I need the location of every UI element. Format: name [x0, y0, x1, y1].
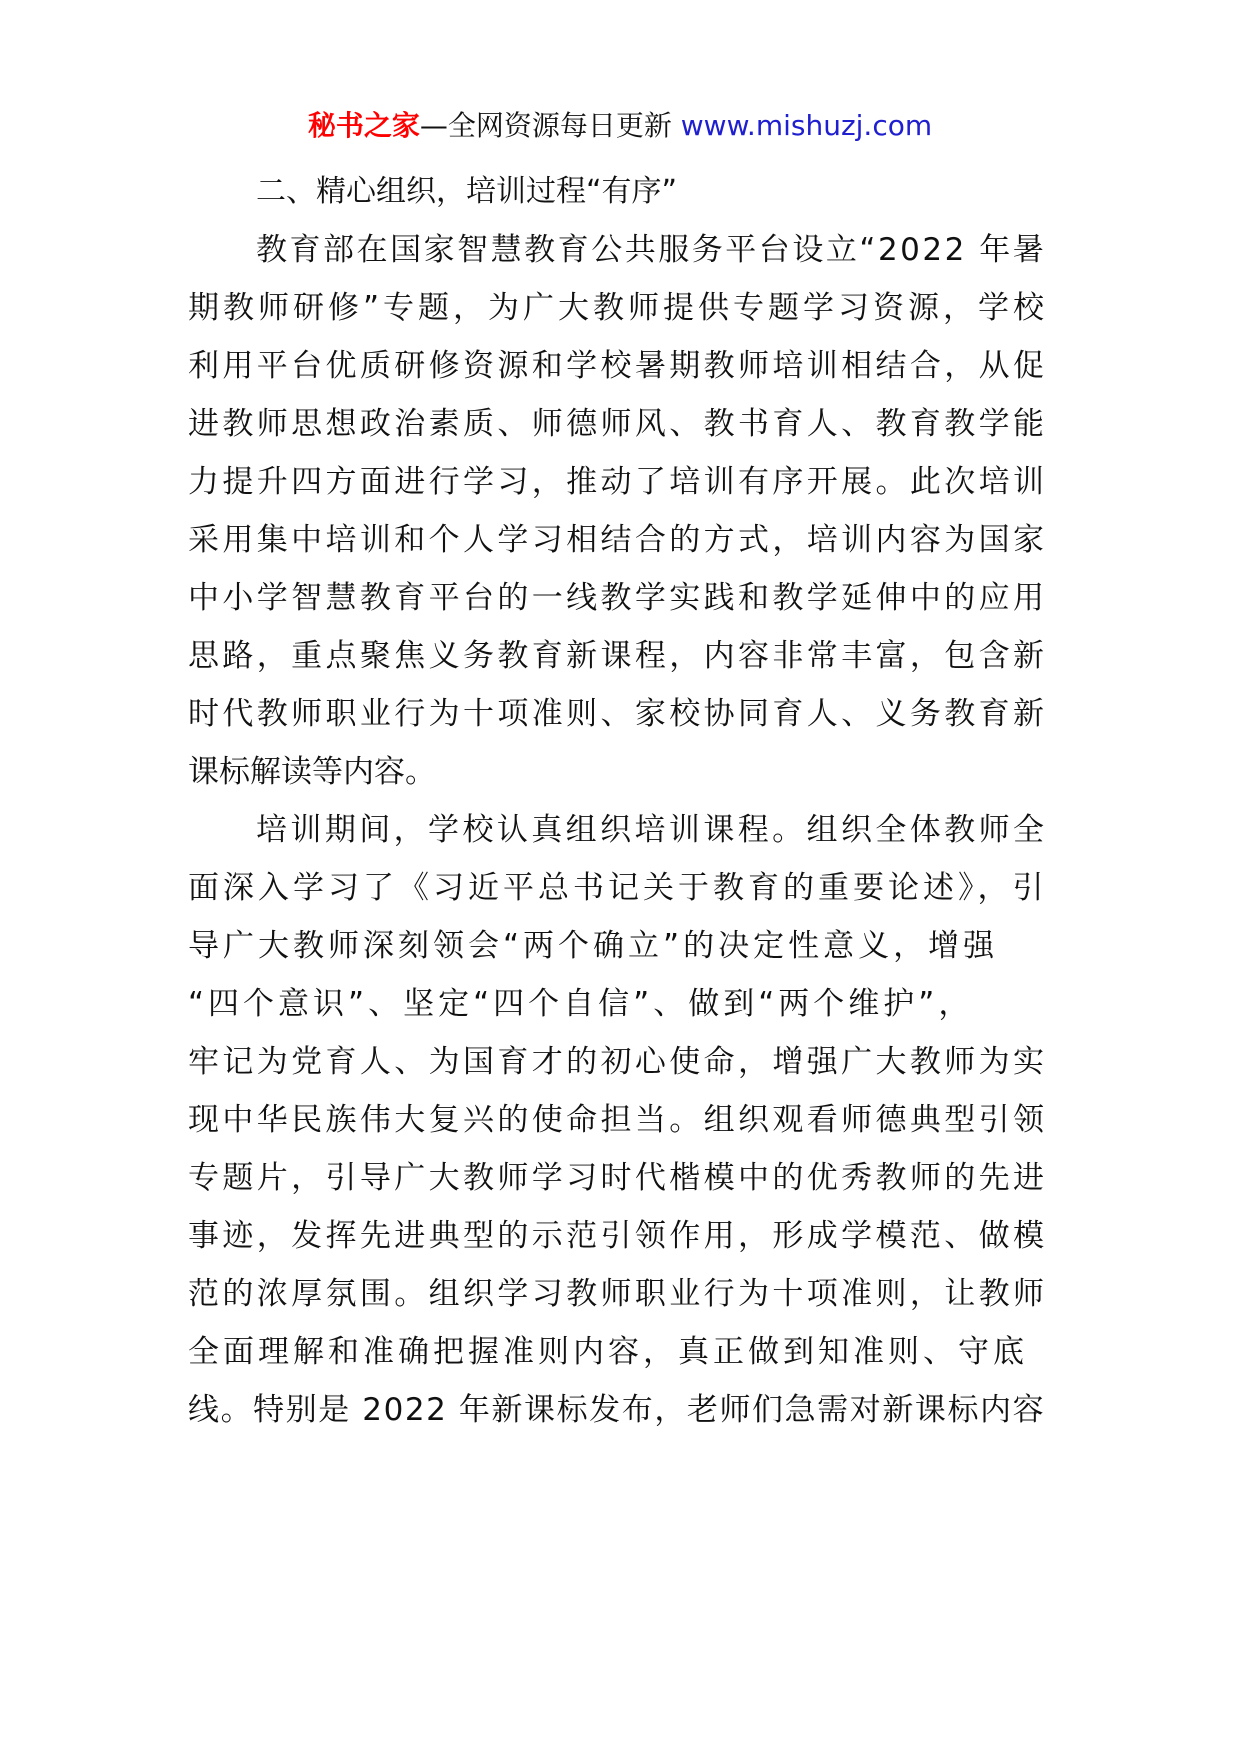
paragraph-line: 教育部在国家智慧教育公共服务平台设立“2022 年暑: [256, 232, 1047, 268]
site-url-link[interactable]: www.mishuzj.com: [680, 109, 933, 142]
brand-name: 秘书之家: [307, 109, 420, 142]
paragraph-line: 利用平台优质研修资源和学校暑期教师培训相结合，从促: [188, 348, 1048, 384]
paragraph-line: 导广大教师深刻领会“两个确立”的决定性意义，增强: [188, 928, 999, 964]
paragraph-line: 牢记为党育人、为国育才的初心使命，增强广大教师为实: [188, 1044, 1048, 1080]
paragraph-line: 采用集中培训和个人学习相结合的方式，培训内容为国家: [188, 522, 1048, 558]
paragraph-line: 线。特别是 2022 年新课标发布，老师们急需对新课标内容: [188, 1392, 1046, 1428]
paragraph-line: 思路，重点聚焦义务教育新课程，内容非常丰富，包含新: [188, 638, 1048, 674]
paragraph-line: “四个意识”、坚定“四个自信”、做到“两个维护”，: [188, 986, 974, 1022]
site-header: [0, 106, 1240, 146]
paragraph-line: 范的浓厚氛围。组织学习教师职业行为十项准则，让教师: [188, 1276, 1048, 1312]
paragraph-line: 中小学智慧教育平台的一线教学实践和教学延伸中的应用: [188, 580, 1048, 616]
section-heading: 二、精心组织，培训过程“有序”: [256, 174, 678, 209]
paragraph-line: 力提升四方面进行学习，推动了培训有序开展。此次培训: [188, 464, 1048, 500]
header-tagline: —全网资源每日更新: [419, 109, 681, 142]
paragraph-line: 时代教师职业行为十项准则、家校协同育人、义务教育新: [188, 696, 1048, 732]
paragraph-line: 面深入学习了《习近平总书记关于教育的重要论述》，引: [188, 870, 1048, 906]
paragraph-line: 课标解读等内容。: [188, 754, 436, 790]
paragraph-line: 现中华民族伟大复兴的使命担当。组织观看师德典型引领: [188, 1102, 1048, 1138]
paragraph-line: 事迹，发挥先进典型的示范引领作用，形成学模范、做模: [188, 1218, 1048, 1254]
paragraph-line: 全面理解和准确把握准则内容，真正做到知准则、守底: [188, 1334, 1028, 1370]
paragraph-line: 进教师思想政治素质、师德师风、教书育人、教育教学能: [188, 406, 1048, 442]
paragraph-line: 专题片，引导广大教师学习时代楷模中的优秀教师的先进: [188, 1160, 1048, 1196]
paragraph-line: 培训期间，学校认真组织培训课程。组织全体教师全: [256, 812, 1048, 848]
paragraph-line: 期教师研修”专题，为广大教师提供专题学习资源，学校: [188, 290, 1049, 326]
